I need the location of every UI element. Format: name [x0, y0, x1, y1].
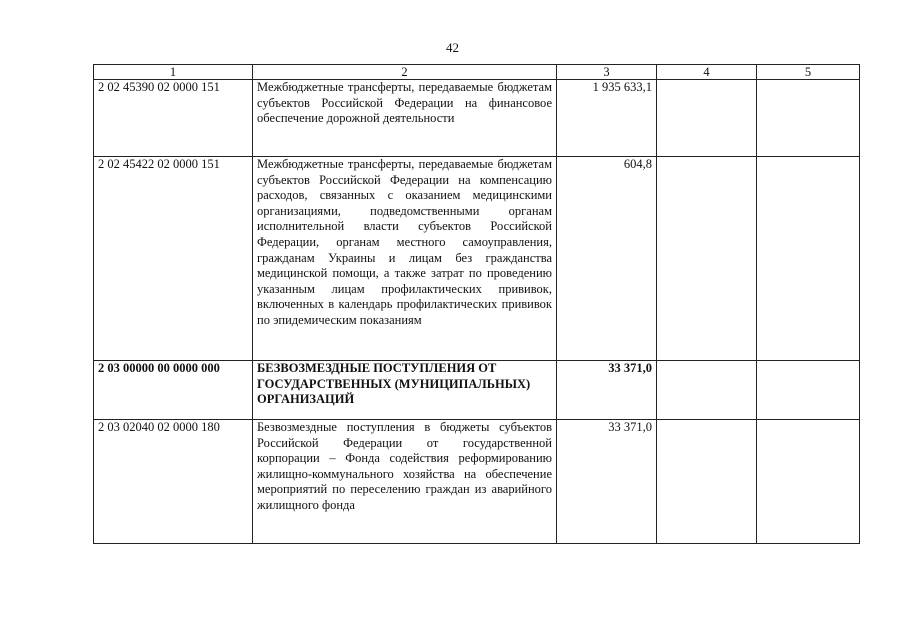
- header-col-5: 5: [757, 65, 860, 80]
- budget-code: 2 03 02040 02 0000 180: [94, 420, 253, 544]
- header-col-3: 3: [557, 65, 657, 80]
- row-col4: [657, 420, 757, 544]
- table-row: [94, 80, 860, 157]
- row-description: Безвозмездные поступления в бюджеты субъектов Российской Федерации от государственной корпорации – Фонда содействия реформированию жилищно-коммунального хозяйства на обеспечение мероприятий по переселению граждан из аварийного жилищного фонда: [253, 420, 557, 544]
- row-amount: 604,8: [557, 157, 657, 361]
- header-col-4: 4: [657, 65, 757, 80]
- header-col-2: 2: [253, 65, 557, 80]
- header-col-1: 1: [94, 65, 253, 80]
- row-amount: 33 371,0: [557, 420, 657, 544]
- table-row: [94, 361, 860, 420]
- table-row: [94, 420, 860, 544]
- row-description: БЕЗВОЗМЕЗДНЫЕ ПОСТУПЛЕНИЯ ОТ ГОСУДАРСТВЕННЫХ (МУНИЦИПАЛЬНЫХ) ОРГАНИЗАЦИЙ: [253, 361, 557, 420]
- row-col4: [657, 361, 757, 420]
- budget-code: 2 03 00000 00 0000 000: [94, 361, 253, 420]
- budget-code: 2 02 45422 02 0000 151: [94, 157, 253, 361]
- row-amount: 1 935 633,1: [557, 80, 657, 157]
- row-col4: [657, 80, 757, 157]
- row-col5: [757, 80, 860, 157]
- row-amount: 33 371,0: [557, 361, 657, 420]
- header-row: [94, 65, 860, 80]
- row-description: Межбюджетные трансферты, передаваемые бюджетам субъектов Российской Федерации на финансовое обеспечение дорожной деятельности: [253, 80, 557, 157]
- row-col5: [757, 420, 860, 544]
- row-col5: [757, 157, 860, 361]
- page-number: 42: [446, 40, 459, 55]
- table-row: [94, 157, 860, 361]
- budget-table: [93, 64, 860, 544]
- row-description: Межбюджетные трансферты, передаваемые бюджетам субъектов Российской Федерации на компенсацию расходов, связанных с оказанием медицинскими организациями, подведомственными органам исполнительной власти субъектов Российской Федерации, органам местного самоуправления, гражданам Украины и лицам без гражданства медицинской помощи, а также затрат по проведению указанным лицам профилактических прививок, включенных в календарь профилактических прививок по эпидемическим показаниям: [253, 157, 557, 361]
- row-col5: [757, 361, 860, 420]
- row-col4: [657, 157, 757, 361]
- budget-code: 2 02 45390 02 0000 151: [94, 80, 253, 157]
